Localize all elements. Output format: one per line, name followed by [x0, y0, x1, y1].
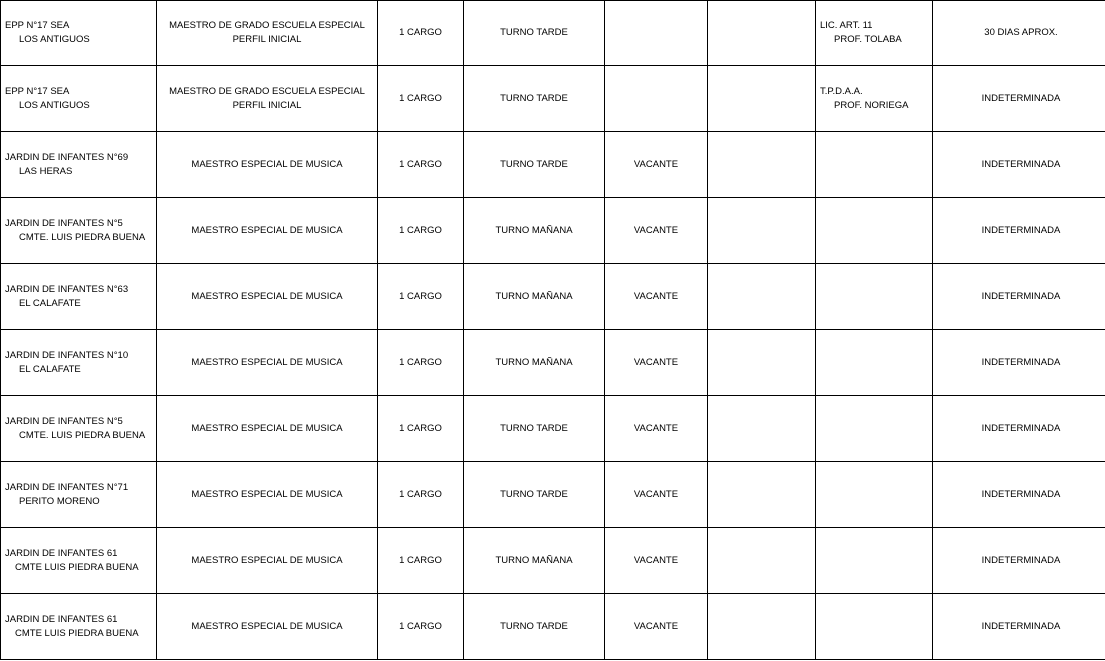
cell-cantidad: 1 CARGO	[378, 132, 464, 198]
cell-duracion: INDETERMINADA	[933, 132, 1105, 198]
cell-situacion: VACANTE	[605, 462, 708, 528]
cell-extra	[708, 528, 816, 594]
cell-cargo: MAESTRO ESPECIAL DE MUSICA	[157, 462, 378, 528]
establecimiento-line-2: LOS ANTIGUOS	[19, 34, 90, 45]
cell-establecimiento	[1, 462, 157, 528]
establecimiento-line-1: JARDIN DE INFANTES N°63	[5, 283, 129, 295]
cell-cargo: MAESTRO ESPECIAL DE MUSICA	[157, 528, 378, 594]
cell-extra	[708, 396, 816, 462]
cell-establecimiento	[1, 528, 157, 594]
motivo-line-1: LIC. ART. 11	[820, 20, 873, 32]
motivo-line-1: T.P.D.A.A.	[820, 85, 863, 97]
cell-turno: TURNO TARDE	[464, 66, 605, 132]
cell-turno: TURNO TARDE	[464, 462, 605, 528]
cell-cantidad: 1 CARGO	[378, 66, 464, 132]
cell-situacion: VACANTE	[605, 132, 708, 198]
cell-turno: TURNO MAÑANA	[464, 198, 605, 264]
cell-extra	[708, 132, 816, 198]
cell-duracion: INDETERMINADA	[933, 594, 1105, 660]
cell-cantidad: 1 CARGO	[378, 396, 464, 462]
cell-motivo	[816, 594, 933, 660]
cell-cantidad: 1 CARGO	[378, 264, 464, 330]
establecimiento-line-2: CMTE LUIS PIEDRA BUENA	[15, 627, 139, 639]
cell-situacion: VACANTE	[605, 528, 708, 594]
cell-cantidad: 1 CARGO	[378, 1, 464, 66]
cell-cargo: MAESTRO ESPECIAL DE MUSICA	[157, 396, 378, 462]
cell-turno: TURNO TARDE	[464, 594, 605, 660]
cargo-line-2: PERFIL INICIAL	[232, 34, 302, 45]
cell-extra	[708, 462, 816, 528]
cargo-line-1: MAESTRO DE GRADO ESCUELA ESPECIAL	[169, 20, 365, 32]
cell-cargo: MAESTRO ESPECIAL DE MUSICA	[157, 132, 378, 198]
cell-cargo: MAESTRO ESPECIAL DE MUSICA	[157, 594, 378, 660]
establecimiento-line-2: EL CALAFATE	[19, 363, 81, 375]
cell-situacion: VACANTE	[605, 198, 708, 264]
cell-motivo	[816, 396, 933, 462]
cell-situacion	[605, 1, 708, 66]
cell-motivo	[816, 330, 933, 396]
cell-duracion: 30 DIAS APROX.	[933, 1, 1105, 66]
cell-turno: TURNO MAÑANA	[464, 330, 605, 396]
cell-extra	[708, 330, 816, 396]
cell-duracion: INDETERMINADA	[933, 528, 1105, 594]
cell-establecimiento	[1, 132, 157, 198]
cell-motivo	[816, 528, 933, 594]
cell-turno: TURNO TARDE	[464, 1, 605, 66]
cell-establecimiento	[1, 594, 157, 660]
cell-situacion: VACANTE	[605, 330, 708, 396]
cell-duracion: INDETERMINADA	[933, 66, 1105, 132]
establecimiento-line-2: EL CALAFATE	[19, 297, 81, 309]
cell-situacion: VACANTE	[605, 264, 708, 330]
cell-situacion: VACANTE	[605, 396, 708, 462]
establecimiento-line-1: EPP N°17 SEA	[5, 20, 70, 32]
cell-situacion: VACANTE	[605, 594, 708, 660]
establecimiento-line-2: LOS ANTIGUOS	[19, 99, 90, 111]
motivo-line-2: PROF. NORIEGA	[834, 99, 909, 111]
establecimiento-line-1: JARDIN DE INFANTES N°10	[5, 349, 129, 361]
establecimiento-line-1: JARDIN DE INFANTES N°71	[5, 481, 129, 493]
establecimiento-line-1: EPP N°17 SEA	[5, 85, 70, 97]
table-row	[1, 264, 1105, 330]
cell-motivo	[816, 462, 933, 528]
cell-cargo: MAESTRO ESPECIAL DE MUSICA	[157, 198, 378, 264]
cargo-line-2: PERFIL INICIAL	[232, 99, 302, 111]
cell-establecimiento	[1, 1, 157, 66]
establecimiento-line-2: CMTE LUIS PIEDRA BUENA	[15, 561, 139, 573]
cell-establecimiento	[1, 66, 157, 132]
cell-cantidad: 1 CARGO	[378, 528, 464, 594]
cell-motivo	[816, 264, 933, 330]
cell-turno: TURNO TARDE	[464, 132, 605, 198]
motivo-line-2: PROF. TOLABA	[834, 34, 902, 45]
establecimiento-line-2: PERITO MORENO	[19, 495, 100, 507]
cell-cargo	[157, 66, 378, 132]
cell-cantidad: 1 CARGO	[378, 330, 464, 396]
cell-motivo	[816, 1, 933, 66]
cell-duracion: INDETERMINADA	[933, 198, 1105, 264]
cell-establecimiento	[1, 264, 157, 330]
table-row	[1, 1, 1105, 66]
table-row	[1, 462, 1105, 528]
cell-turno: TURNO MAÑANA	[464, 264, 605, 330]
establecimiento-line-1: JARDIN DE INFANTES 61	[5, 613, 118, 625]
cell-extra	[708, 594, 816, 660]
establecimiento-line-1: JARDIN DE INFANTES N°69	[5, 151, 129, 163]
table-row	[1, 396, 1105, 462]
establecimiento-line-2: CMTE. LUIS PIEDRA BUENA	[19, 429, 146, 441]
cell-motivo	[816, 132, 933, 198]
table-row	[1, 528, 1105, 594]
cell-cantidad: 1 CARGO	[378, 198, 464, 264]
cell-extra	[708, 264, 816, 330]
cell-cargo	[157, 1, 378, 66]
cell-extra	[708, 1, 816, 66]
table-row	[1, 132, 1105, 198]
establecimiento-line-1: JARDIN DE INFANTES N°5	[5, 415, 123, 427]
cell-situacion	[605, 66, 708, 132]
establecimiento-line-1: JARDIN DE INFANTES 61	[5, 547, 118, 559]
establecimiento-line-2: LAS HERAS	[19, 165, 73, 177]
establecimiento-line-2: CMTE. LUIS PIEDRA BUENA	[19, 231, 146, 243]
cell-cargo: MAESTRO ESPECIAL DE MUSICA	[157, 264, 378, 330]
cell-turno: TURNO MAÑANA	[464, 528, 605, 594]
cell-motivo	[816, 198, 933, 264]
table-row	[1, 198, 1105, 264]
table-row	[1, 330, 1105, 396]
establecimiento-line-1: JARDIN DE INFANTES N°5	[5, 217, 123, 229]
cell-establecimiento	[1, 396, 157, 462]
cell-duracion: INDETERMINADA	[933, 396, 1105, 462]
table-row	[1, 66, 1105, 132]
cell-cantidad: 1 CARGO	[378, 594, 464, 660]
cell-motivo	[816, 66, 933, 132]
cell-establecimiento	[1, 198, 157, 264]
cell-duracion: INDETERMINADA	[933, 462, 1105, 528]
cell-establecimiento	[1, 330, 157, 396]
table-row	[1, 594, 1105, 660]
cell-cantidad: 1 CARGO	[378, 462, 464, 528]
cell-extra	[708, 66, 816, 132]
cell-duracion: INDETERMINADA	[933, 264, 1105, 330]
cargo-line-1: MAESTRO DE GRADO ESCUELA ESPECIAL	[169, 85, 365, 97]
cell-duracion: INDETERMINADA	[933, 330, 1105, 396]
cell-cargo: MAESTRO ESPECIAL DE MUSICA	[157, 330, 378, 396]
cell-turno: TURNO TARDE	[464, 396, 605, 462]
cell-extra	[708, 198, 816, 264]
